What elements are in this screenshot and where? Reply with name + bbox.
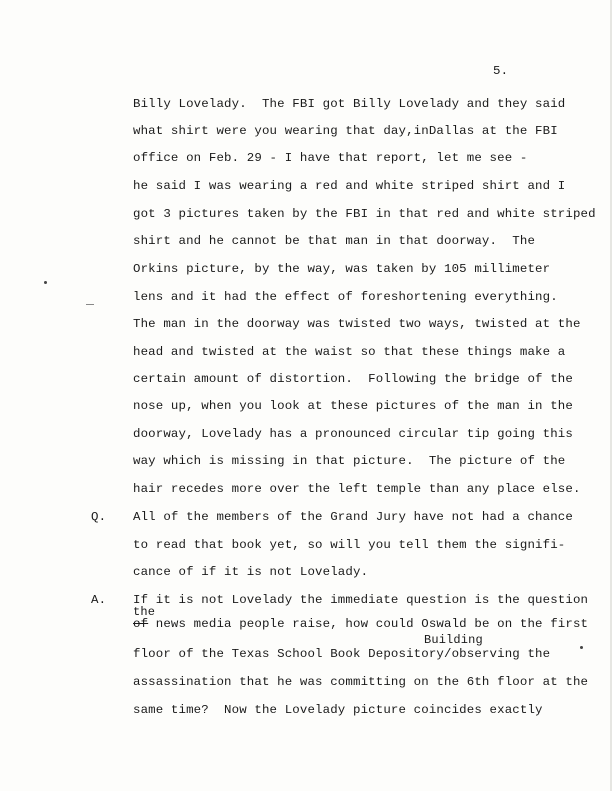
body-line: certain amount of distortion. Following the bridge of the: [133, 372, 573, 386]
body-line: The man in the doorway was twisted two ways, twisted at the: [133, 317, 581, 331]
body-line: what shirt were you wearing that day,inDallas at the FBI: [133, 124, 558, 138]
answer-line: If it is not Lovelady the immediate question is the question: [133, 593, 589, 607]
body-line: head and twisted at the waist so that these things make a: [133, 345, 566, 359]
question-marker: Q.: [91, 510, 107, 524]
answer-line: assassination that he was committing on the 6th floor at the: [133, 675, 589, 689]
struck-word: of: [133, 617, 149, 631]
body-line: way which is missing in that picture. The picture of the: [133, 454, 566, 468]
question-line: All of the members of the Grand Jury have not had a chance: [133, 510, 573, 524]
answer-line: [133, 617, 588, 631]
body-line: shirt and he cannot be that man in that doorway. The: [133, 234, 536, 248]
body-line: office on Feb. 29 - I have that report, let me see -: [133, 151, 528, 165]
answer-line-rest: news media people raise, how could Oswald be on the first: [148, 617, 589, 631]
scan-speck: [580, 646, 583, 649]
answer-line: same time? Now the Lovelady picture coincides exactly: [133, 703, 543, 717]
body-line: lens and it had the effect of foreshortening everything.: [133, 290, 558, 304]
body-line: Orkins picture, by the way, was taken by 105 millimeter: [133, 262, 551, 276]
body-line: nose up, when you look at these pictures of the man in the: [133, 399, 573, 413]
body-line: hair recedes more over the left temple than any place else.: [133, 482, 581, 496]
page-number: 5.: [493, 64, 509, 78]
body-line: he said I was wearing a red and white striped shirt and I: [133, 179, 566, 193]
scan-speck: [44, 281, 47, 284]
answer-line: floor of the Texas School Book Depository/observing the: [133, 647, 551, 661]
answer-marker: A.: [91, 593, 107, 607]
question-line: cance of if it is not Lovelady.: [133, 565, 369, 579]
handwritten-insert-building: Building: [424, 633, 483, 647]
body-line: Billy Lovelady. The FBI got Billy Lovelady and they said: [133, 97, 566, 111]
body-line: got 3 pictures taken by the FBI in that red and white striped: [133, 207, 596, 221]
body-line: doorway, Lovelady has a pronounced circular tip going this: [133, 427, 573, 441]
question-line: to read that book yet, so will you tell them the signifi-: [133, 538, 566, 552]
handwritten-insert-the: the: [133, 605, 156, 619]
scan-mark: [86, 304, 94, 305]
